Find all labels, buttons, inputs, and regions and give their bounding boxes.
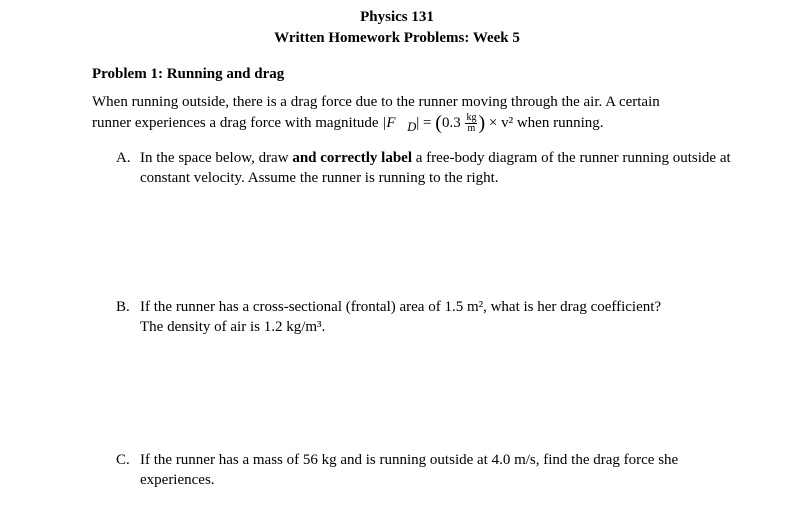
part-b-line-2: The density of air is 1.2 kg/m³. [140,319,326,335]
paren-close: ) [478,112,486,134]
part-a-letter: A. [116,150,131,166]
unit-denominator: m [467,123,476,135]
part-a-text [140,148,736,188]
part-c [116,450,736,490]
part-a-pre: In the space below, draw [140,150,293,166]
force-symbol: |F⃗ [382,115,408,131]
intro-line-2-end: when running. [513,115,604,131]
force-subscript: D [407,120,417,134]
part-b-text [140,297,736,337]
intro-line-1: When running outside, there is a drag force due to the runner moving through the air. A certain [92,94,660,110]
document-subtitle: Written Homework Problems: Week 5 [274,30,520,46]
part-b [116,297,736,337]
part-c-text: If the runner has a mass of 56 kg and is running outside at 4.0 m/s, find the drag force she experiences. [140,452,679,488]
course-title: Physics 131 [360,9,434,25]
problem-intro [92,92,732,138]
equals-sign: | = [416,115,436,131]
paren-open: ( [435,112,442,134]
part-a-bold: and correctly label [292,150,413,166]
intro-line-2 [92,112,604,135]
part-a [116,148,736,188]
part-a-post: a free-body diagram of the runner running outside at constant velocity. Assume the runner is running to the right. [140,150,731,186]
intro-line-2-text: runner experiences a drag force with magnitude [92,115,383,131]
part-b-letter: B. [116,299,130,315]
velocity-squared: × v² [485,115,514,131]
problem-title: Problem 1: Running and drag [92,66,285,82]
part-b-line-1: If the runner has a cross-sectional (frontal) area of 1.5 m², what is her drag coefficient? [140,299,662,315]
unit-numerator: kg [466,112,477,124]
drag-coefficient-value: 0.3 [441,115,465,131]
unit-fraction [465,113,477,134]
drag-equation [382,112,514,135]
part-c-letter: C. [116,452,130,468]
